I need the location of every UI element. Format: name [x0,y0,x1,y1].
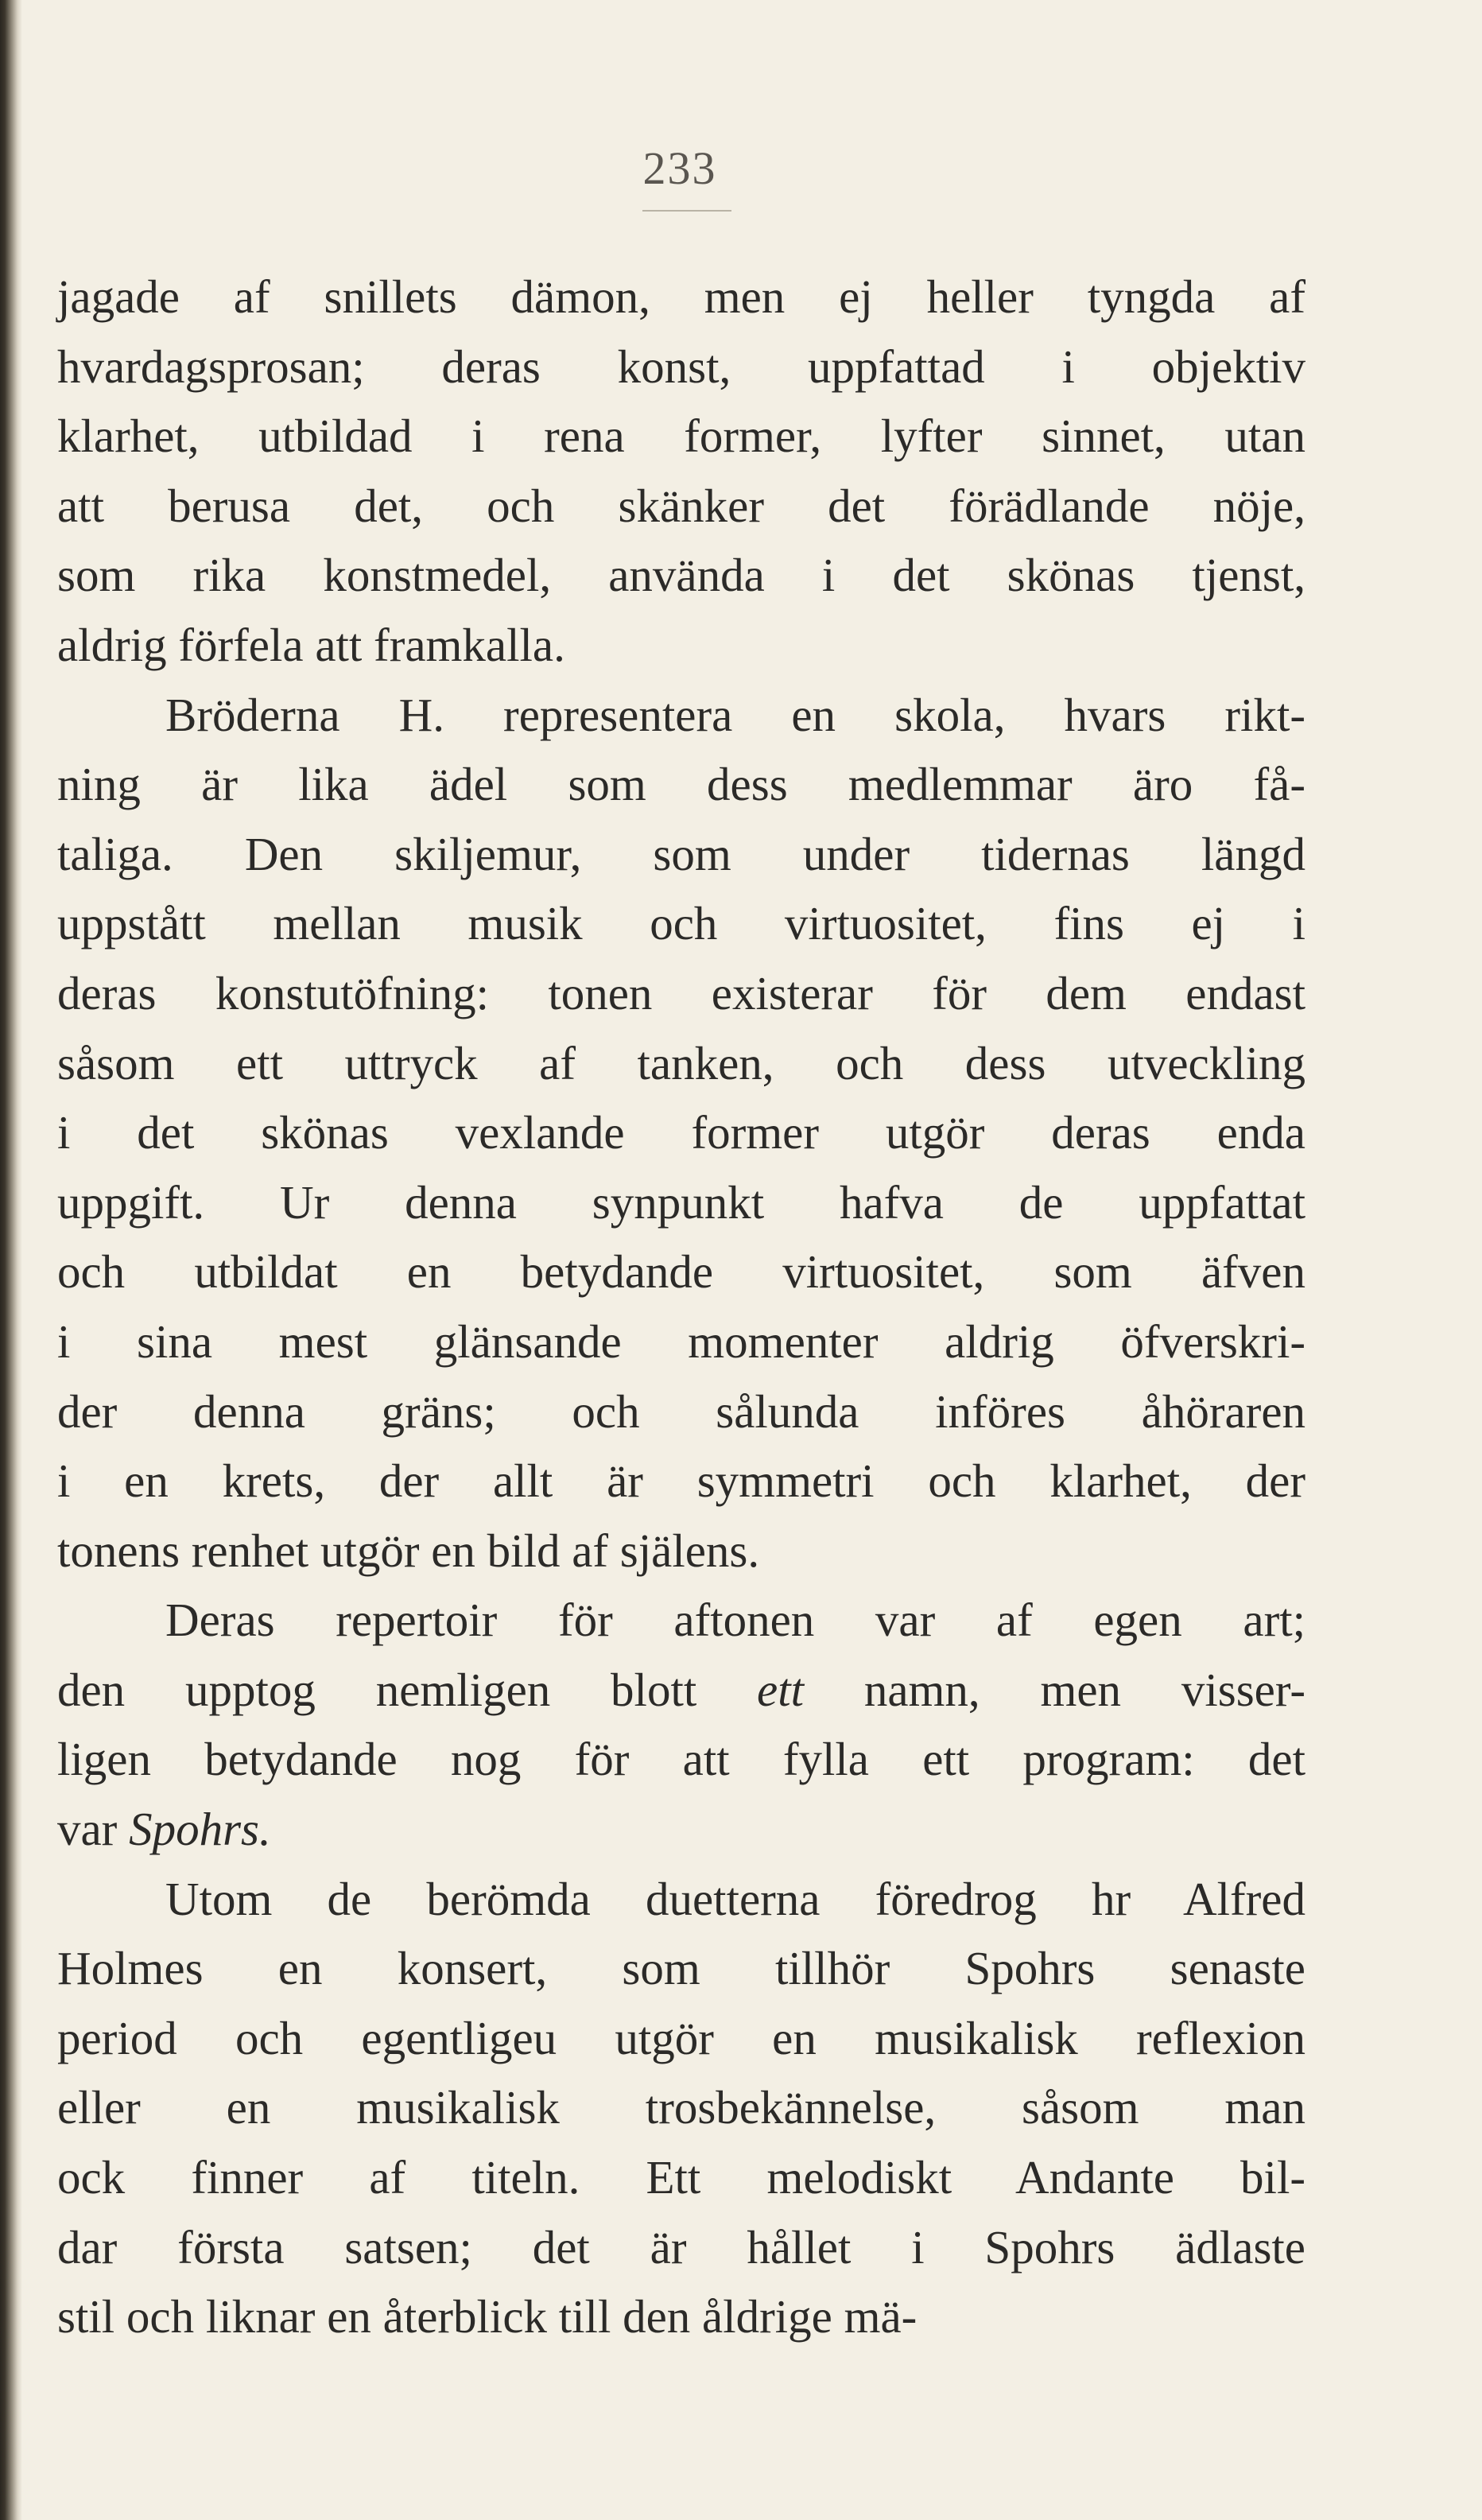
text-line: att berusa det, och skänker det förädlande nöje, [57,479,1305,532]
text-line: tonens renhet utgör en bild af själens. [57,1524,760,1577]
text-line: aldrig förfela att framkalla. [57,618,565,671]
text-line: Utom de berömda duetterna föredrog hr Alfred [165,1872,1305,1925]
text-line: period och egentligeu utgör en musikalisk reflexion [57,2011,1305,2064]
text-line: ligen betydande nog för att fylla ett program: det [57,1733,1305,1786]
page-number-rule [642,210,731,212]
text-line: i det skönas vexlande former utgör deras enda [57,1106,1305,1159]
text-line: Deras repertoir för aftonen var af egen art; [165,1594,1305,1647]
text-line: som rika konstmedel, använda i det skönas tjenst, [57,549,1305,602]
italic-word: ett [757,1663,805,1716]
text-line: i en krets, der allt är symmetri och klarhet, der [57,1454,1305,1508]
text-line: Holmes en konsert, som tillhör Spohrs senaste [57,1942,1305,1995]
text-line: såsom ett uttryck af tanken, och dess utveckling [57,1036,1305,1089]
page-gutter [0,0,22,2520]
text-line [57,1795,1305,1865]
text-run: var [57,1803,130,1856]
text-line: deras konstutöfning: tonen existerar för dem endast [57,966,1305,1019]
text-line: jagade af snillets dämon, men ej heller tyngda af [57,270,1305,323]
text-line: och utbildat en betydande virtuositet, som äfven [57,1245,1305,1299]
body-text [57,262,1305,2352]
text-run: den upptog nemligen blott [57,1663,758,1716]
text-line: der denna gräns; och sålunda införes åhöraren [57,1384,1305,1438]
text-line: uppgift. Ur denna synpunkt hafva de uppfattat [57,1175,1305,1229]
text-line: stil och liknar en återblick till den åldrige mä- [57,2290,918,2343]
text-run: namn, men visser- [804,1663,1305,1716]
text-line: ock finner af titeln. Ett melodiskt Andante bil- [57,2151,1305,2204]
text-line: ning är lika ädel som dess medlemmar äro få- [57,758,1305,811]
text-line: klarhet, utbildad i rena former, lyfter sinnet, utan [57,410,1305,463]
text-line: eller en musikalisk trosbekännelse, såsom man [57,2081,1305,2134]
text-line: hvardagsprosan; deras konst, uppfattad i objektiv [57,340,1305,393]
text-line [57,1656,1305,1726]
page-number: 233 [642,142,717,194]
text-line: i sina mest glänsande momenter aldrig öfverskri- [57,1314,1305,1368]
text-line: uppstått mellan musik och virtuositet, fins ej i [57,897,1305,950]
italic-word: Spohrs. [129,1803,271,1856]
text-line: Bröderna H. representera en skola, hvars rikt- [165,688,1305,741]
text-line: taliga. Den skiljemur, som under tidernas längd [57,827,1305,880]
text-line: dar första satsen; det är hållet i Spohrs ädlaste [57,2220,1305,2273]
